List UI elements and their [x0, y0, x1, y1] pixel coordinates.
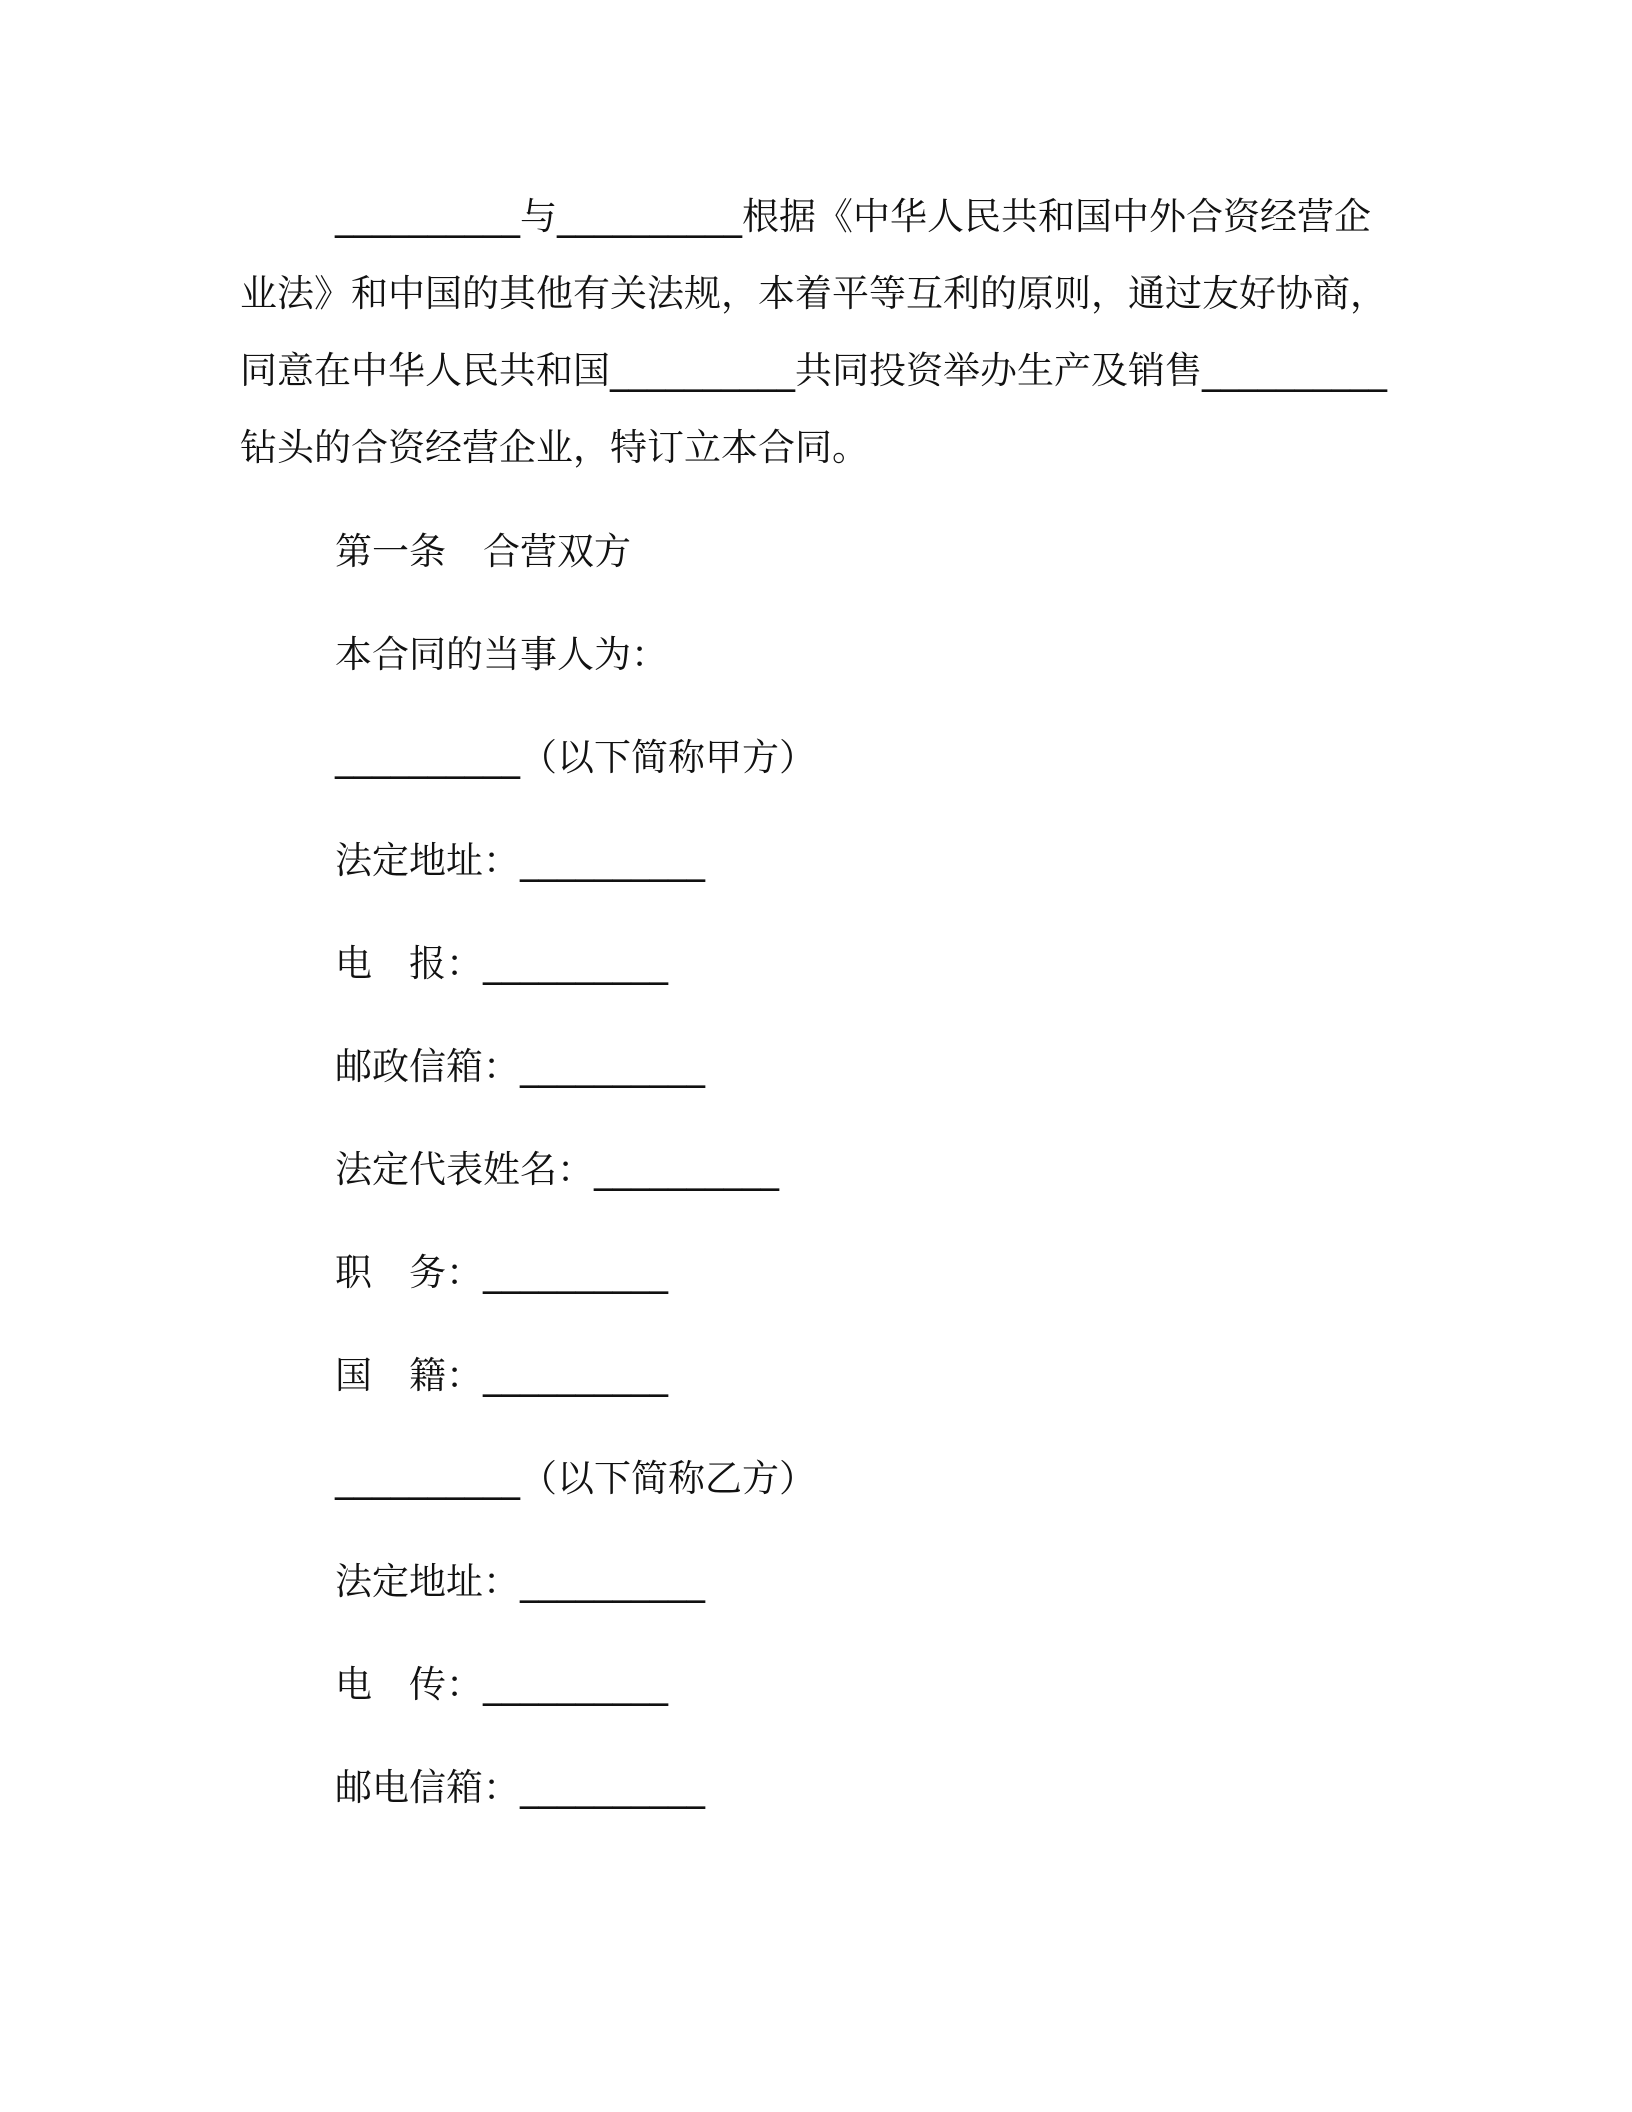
party-b-address-label: 法定地址： — [335, 1560, 520, 1603]
party-b-address-blank: __________ — [520, 1560, 705, 1603]
party-a-postbox-label: 邮政信箱： — [335, 1045, 520, 1088]
party-a-address-label: 法定地址： — [335, 839, 520, 882]
party-a-blank: __________ — [335, 195, 520, 238]
party-a-rep-name-label: 法定代表姓名： — [335, 1148, 594, 1191]
intro-paragraph — [240, 178, 1390, 486]
party-b-postbox-line — [335, 1763, 705, 1813]
product-blank: __________ — [1202, 349, 1387, 392]
party-a-rep-name-line — [335, 1145, 779, 1195]
party-a-postbox-line — [335, 1042, 705, 1092]
location-blank: __________ — [610, 349, 795, 392]
party-a-address-line — [335, 836, 705, 886]
party-b-fax-blank: __________ — [483, 1663, 668, 1706]
party-a-rep-name-blank: __________ — [594, 1148, 779, 1191]
parties-intro: 本合同的当事人为： — [335, 633, 668, 676]
party-b-postbox-blank: __________ — [520, 1766, 705, 1809]
intro-text-production: 共同投资举办生产及销售 — [795, 349, 1202, 392]
party-b-blank: __________ — [557, 195, 742, 238]
party-a-postbox-blank: __________ — [520, 1045, 705, 1088]
party-b-postbox-label: 邮电信箱： — [335, 1766, 520, 1809]
party-a-name-blank: __________ — [335, 736, 520, 779]
party-a-telegram-label: 电 报： — [335, 942, 483, 985]
article-1-title: 第一条 合营双方 — [335, 530, 631, 573]
party-a-name-suffix: （以下简称甲方） — [520, 736, 816, 779]
party-a-position-line — [335, 1248, 668, 1298]
intro-text-contract: 钻头的合资经营企业，特订立本合同。 — [240, 426, 869, 469]
party-b-fax-line — [335, 1660, 668, 1710]
intro-text-law: 根据《中华人民共和国中外合资经营企业法》和中国的其他有关法规，本着平等互利的原则，通过友好协商，同意在中华人民共和国 — [240, 195, 1387, 392]
party-b-fax-label: 电 传： — [335, 1663, 483, 1706]
party-a-name-line — [335, 733, 816, 783]
party-b-address-line — [335, 1557, 705, 1607]
party-a-telegram-blank: __________ — [483, 942, 668, 985]
party-a-nationality-blank: __________ — [483, 1354, 668, 1397]
party-a-nationality-line — [335, 1351, 668, 1401]
party-b-name-line — [335, 1454, 816, 1504]
party-a-position-blank: __________ — [483, 1251, 668, 1294]
intro-text-and: 与 — [520, 195, 557, 238]
party-b-name-suffix: （以下简称乙方） — [520, 1457, 816, 1500]
party-b-name-blank: __________ — [335, 1457, 520, 1500]
party-a-position-label: 职 务： — [335, 1251, 483, 1294]
party-a-address-blank: __________ — [520, 839, 705, 882]
party-a-telegram-line — [335, 939, 668, 989]
party-a-nationality-label: 国 籍： — [335, 1354, 483, 1397]
